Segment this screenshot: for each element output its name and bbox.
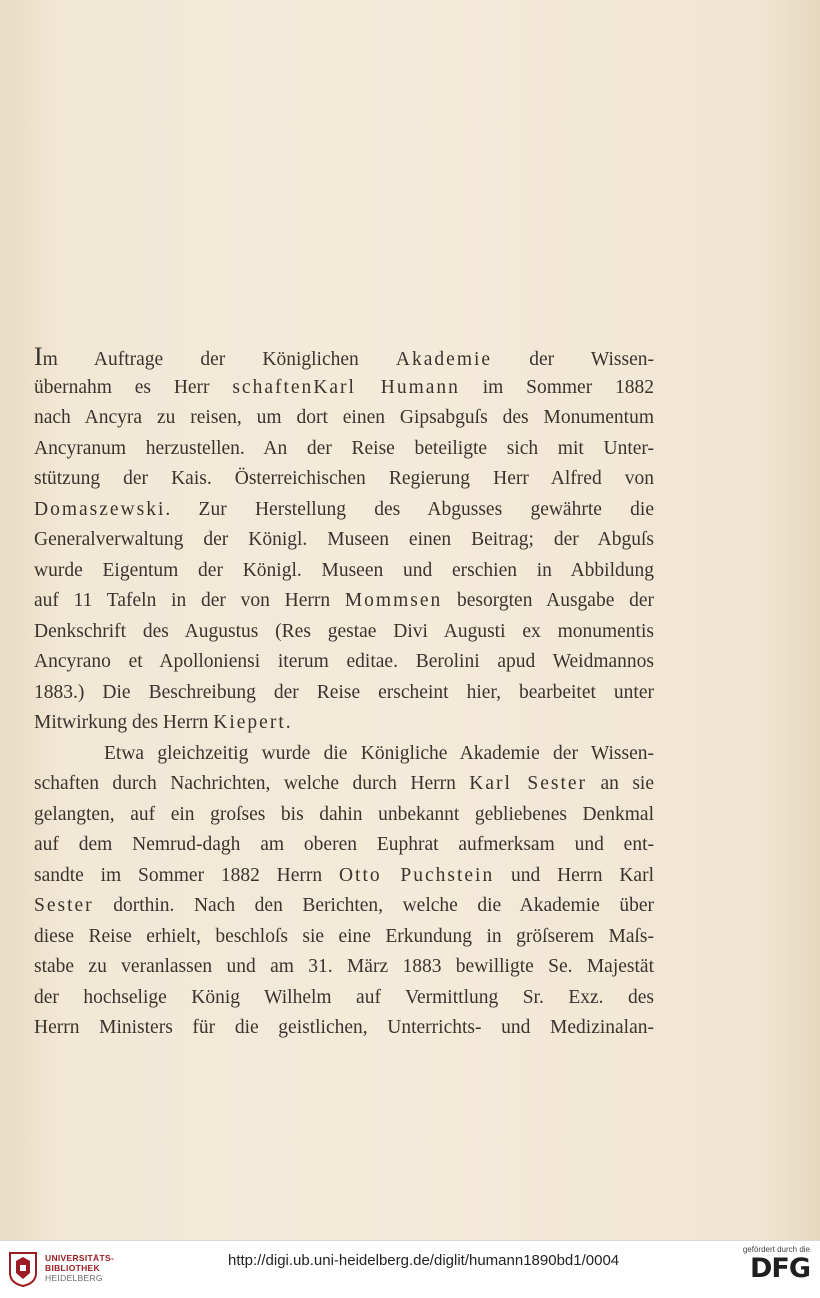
text-fragment: .: [285, 712, 291, 733]
text-line: [34, 434, 654, 465]
library-line-2: BIBLIOTHEK: [45, 1263, 100, 1273]
text-line: [34, 891, 654, 922]
text-fragment: Etwa gleichzeitig wurde die Königliche Akademie der Wissen-: [104, 742, 654, 764]
text-fragment: sandte im Sommer 1882 Herrn: [34, 864, 339, 886]
text-fragment: Mitwirkung des Herrn: [34, 712, 214, 733]
text-fragment: auf dem Nemrud-dagh am oberen Euphrat aufmerksam und ent-: [34, 834, 654, 855]
text-fragment: Akademie: [395, 349, 493, 370]
text-fragment: besorgten Ausgabe der: [442, 590, 655, 611]
library-line-3: HEIDELBERG: [45, 1273, 103, 1283]
library-name: [45, 1253, 114, 1283]
text-line: [34, 922, 654, 953]
text-fragment: m Auftrage der Königlichen: [42, 349, 396, 370]
text-line: [34, 373, 654, 404]
text-fragment: Generalverwaltung der Königl. Museen einen Beitrag; der Abguſs: [34, 529, 654, 550]
text-line: [34, 952, 654, 983]
text-line: [34, 769, 654, 800]
text-line: [34, 403, 654, 434]
text-fragment: schaften durch Nachrichten, welche durch Herrn: [34, 773, 470, 794]
text-fragment: Ancyranum herzustellen. An der Reise beteiligte sich mit Unter-: [34, 437, 654, 459]
page-url-link[interactable]: http://digi.ub.uni-heidelberg.de/diglit/humann1890bd1/0004: [228, 1252, 620, 1269]
text-line: [34, 708, 654, 739]
text-fragment: stabe zu veranlassen und am 31. März 1883 bewilligte Se. Majestät: [34, 956, 654, 977]
text-line: [34, 1013, 654, 1044]
text-fragment: dorthin. Nach den Berichten, welche die Akademie über: [93, 895, 654, 916]
text-fragment: 1883.) Die Beschreibung der Reise erscheint hier, bearbeitet unter: [34, 681, 654, 703]
text-fragment: der hochselige König Wilhelm auf Vermittlung Sr. Exz. des: [34, 986, 654, 1008]
text-line: [34, 556, 654, 587]
seal-icon: [8, 1251, 38, 1287]
text-line: [34, 800, 654, 831]
text-line: [34, 830, 654, 861]
text-fragment: auf 11 Tafeln in der von Herrn: [34, 590, 345, 611]
text-fragment: gelangten, auf ein groſses bis dahin unbekannt gebliebenes Denkmal: [34, 803, 654, 825]
body-text: [34, 342, 654, 1044]
text-line: [34, 678, 654, 709]
text-fragment: Karl Humann: [313, 376, 460, 398]
text-line: [34, 495, 654, 526]
text-line: [34, 342, 654, 373]
dfg-mark: DFG: [749, 1253, 810, 1284]
text-fragment: nach Ancyra zu reisen, um dort einen Gipsabguſs des Monumentum: [34, 407, 654, 428]
text-fragment: im Sommer 1882: [459, 376, 654, 398]
text-line: [34, 617, 654, 648]
text-fragment: Karl Sester: [469, 773, 588, 794]
text-fragment: schaften: [232, 376, 314, 398]
text-fragment: Sester: [34, 895, 94, 916]
text-line: [34, 739, 654, 770]
text-fragment: Kiepert: [213, 712, 286, 733]
text-line: [34, 464, 654, 495]
text-fragment: Herrn Ministers für die geistlichen, Unterrichts- und Medizinalan-: [34, 1017, 654, 1038]
text-fragment: I: [34, 342, 43, 371]
text-fragment: Mommsen: [344, 590, 443, 611]
text-fragment: Ancyrano et Apolloniensi iterum editae. Berolini apud Weidmannos: [34, 651, 654, 672]
text-fragment: Domaszewski: [34, 498, 166, 520]
text-fragment: und Herrn Karl: [494, 864, 654, 886]
university-library-logo[interactable]: [8, 1249, 118, 1289]
footer-bar: [0, 1240, 820, 1298]
text-line: [34, 861, 654, 892]
text-fragment: stützung der Kais. Österreichischen Regierung Herr Alfred von: [34, 468, 654, 489]
text-line: [34, 647, 654, 678]
text-fragment: Otto Puchstein: [338, 864, 495, 886]
funding-caption: gefördert durch die: [742, 1245, 810, 1254]
text-fragment: . Zur Herstellung des Abgusses gewährte die: [165, 498, 654, 520]
text-fragment: übernahm es Herr: [34, 376, 233, 398]
text-fragment: an sie: [587, 773, 654, 794]
text-line: [34, 525, 654, 556]
text-fragment: diese Reise erhielt, beschloſs sie eine Erkundung in gröſserem Maſs-: [34, 925, 654, 947]
text-fragment: wurde Eigentum der Königl. Museen und erschien in Abbildung: [34, 559, 654, 581]
dfg-logo[interactable]: [722, 1245, 810, 1293]
text-fragment: der Wissen-: [492, 349, 655, 370]
library-line-1: UNIVERSITÄTS-: [45, 1253, 115, 1263]
text-line: [34, 983, 654, 1014]
text-line: [34, 586, 654, 617]
text-fragment: Denkschrift des Augustus (Res gestae Divi Augusti ex monumentis: [34, 620, 654, 642]
